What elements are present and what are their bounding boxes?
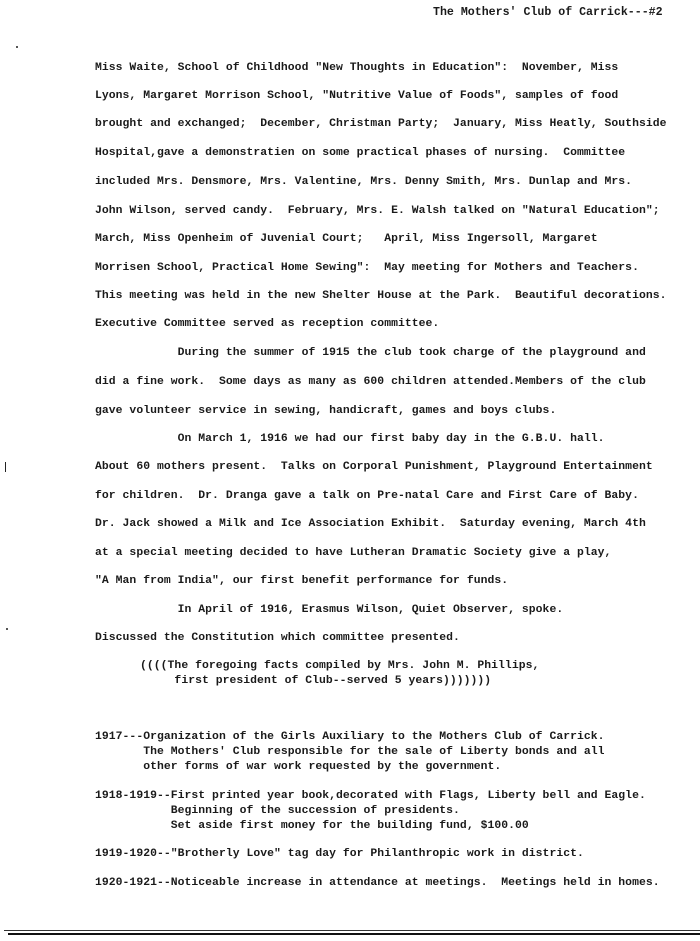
text-line: brought and exchanged; December, Christman Party; January, Miss Heatly, Southside (95, 118, 667, 130)
text-line: On March 1, 1916 we had our first baby day in the G.B.U. hall. (95, 433, 605, 445)
timeline-entry-1918: 1918-1919--First printed year book,decorated with Flags, Liberty bell and Eagle. (95, 790, 646, 802)
timeline-entry-1920: 1920-1921--Noticeable increase in attendance at meetings. Meetings held in homes. (95, 877, 660, 889)
timeline-entry-1917: 1917---Organization of the Girls Auxiliary to the Mothers Club of Carrick. (95, 731, 605, 743)
scan-mark (5, 462, 6, 472)
timeline-entry-1917: The Mothers' Club responsible for the sale of Liberty bonds and all (95, 746, 605, 758)
attribution-note: first president of Club--served 5 years))))))) (140, 675, 492, 687)
text-line: In April of 1916, Erasmus Wilson, Quiet Observer, spoke. (95, 604, 564, 616)
text-line: March, Miss Openheim of Juvenial Court; April, Miss Ingersoll, Margaret (95, 233, 598, 245)
text-line: This meeting was held in the new Shelter House at the Park. Beautiful decorations. (95, 290, 667, 302)
text-line: at a special meeting decided to have Lutheran Dramatic Society give a play, (95, 547, 612, 559)
text-line: did a fine work. Some days as many as 600 children attended.Members of the club (95, 376, 646, 388)
scan-speck (16, 46, 18, 48)
text-line: During the summer of 1915 the club took charge of the playground and (95, 347, 646, 359)
text-line: Executive Committee served as reception committee. (95, 318, 440, 330)
text-line: included Mrs. Densmore, Mrs. Valentine, Mrs. Denny Smith, Mrs. Dunlap and Mrs. (95, 176, 633, 188)
text-line: Morrisen School, Practical Home Sewing": May meeting for Mothers and Teachers. (95, 262, 639, 274)
bottom-rule (8, 933, 700, 935)
scan-speck (6, 628, 8, 630)
attribution-note: ((((The foregoing facts compiled by Mrs. John M. Phillips, (140, 660, 540, 672)
text-line: Dr. Jack showed a Milk and Ice Association Exhibit. Saturday evening, March 4th (95, 518, 646, 530)
text-line: Miss Waite, School of Childhood "New Thoughts in Education": November, Miss (95, 62, 619, 74)
timeline-entry-1918: Set aside first money for the building fund, $100.00 (95, 820, 529, 832)
text-line: "A Man from India", our first benefit performance for funds. (95, 575, 509, 587)
text-line: About 60 mothers present. Talks on Corporal Punishment, Playground Entertainment (95, 461, 653, 473)
text-line: Hospital,gave a demonstratien on some practical phases of nursing. Committee (95, 147, 626, 159)
text-line: Lyons, Margaret Morrison School, "Nutritive Value of Foods", samples of food (95, 90, 619, 102)
text-line: Discussed the Constitution which committee presented. (95, 632, 460, 644)
timeline-entry-1917: other forms of war work requested by the government. (95, 761, 502, 773)
text-line: for children. Dr. Dranga gave a talk on Pre-natal Care and First Care of Baby. (95, 490, 639, 502)
bottom-rule (4, 930, 700, 931)
page-header: The Mothers' Club of Carrick---#2 (433, 6, 663, 19)
timeline-entry-1919: 1919-1920--"Brotherly Love" tag day for Philanthropic work in district. (95, 848, 584, 860)
timeline-entry-1918: Beginning of the succession of presidents. (95, 805, 460, 817)
text-line: John Wilson, served candy. February, Mrs. E. Walsh talked on "Natural Education"; (95, 205, 660, 217)
text-line: gave volunteer service in sewing, handicraft, games and boys clubs. (95, 405, 557, 417)
